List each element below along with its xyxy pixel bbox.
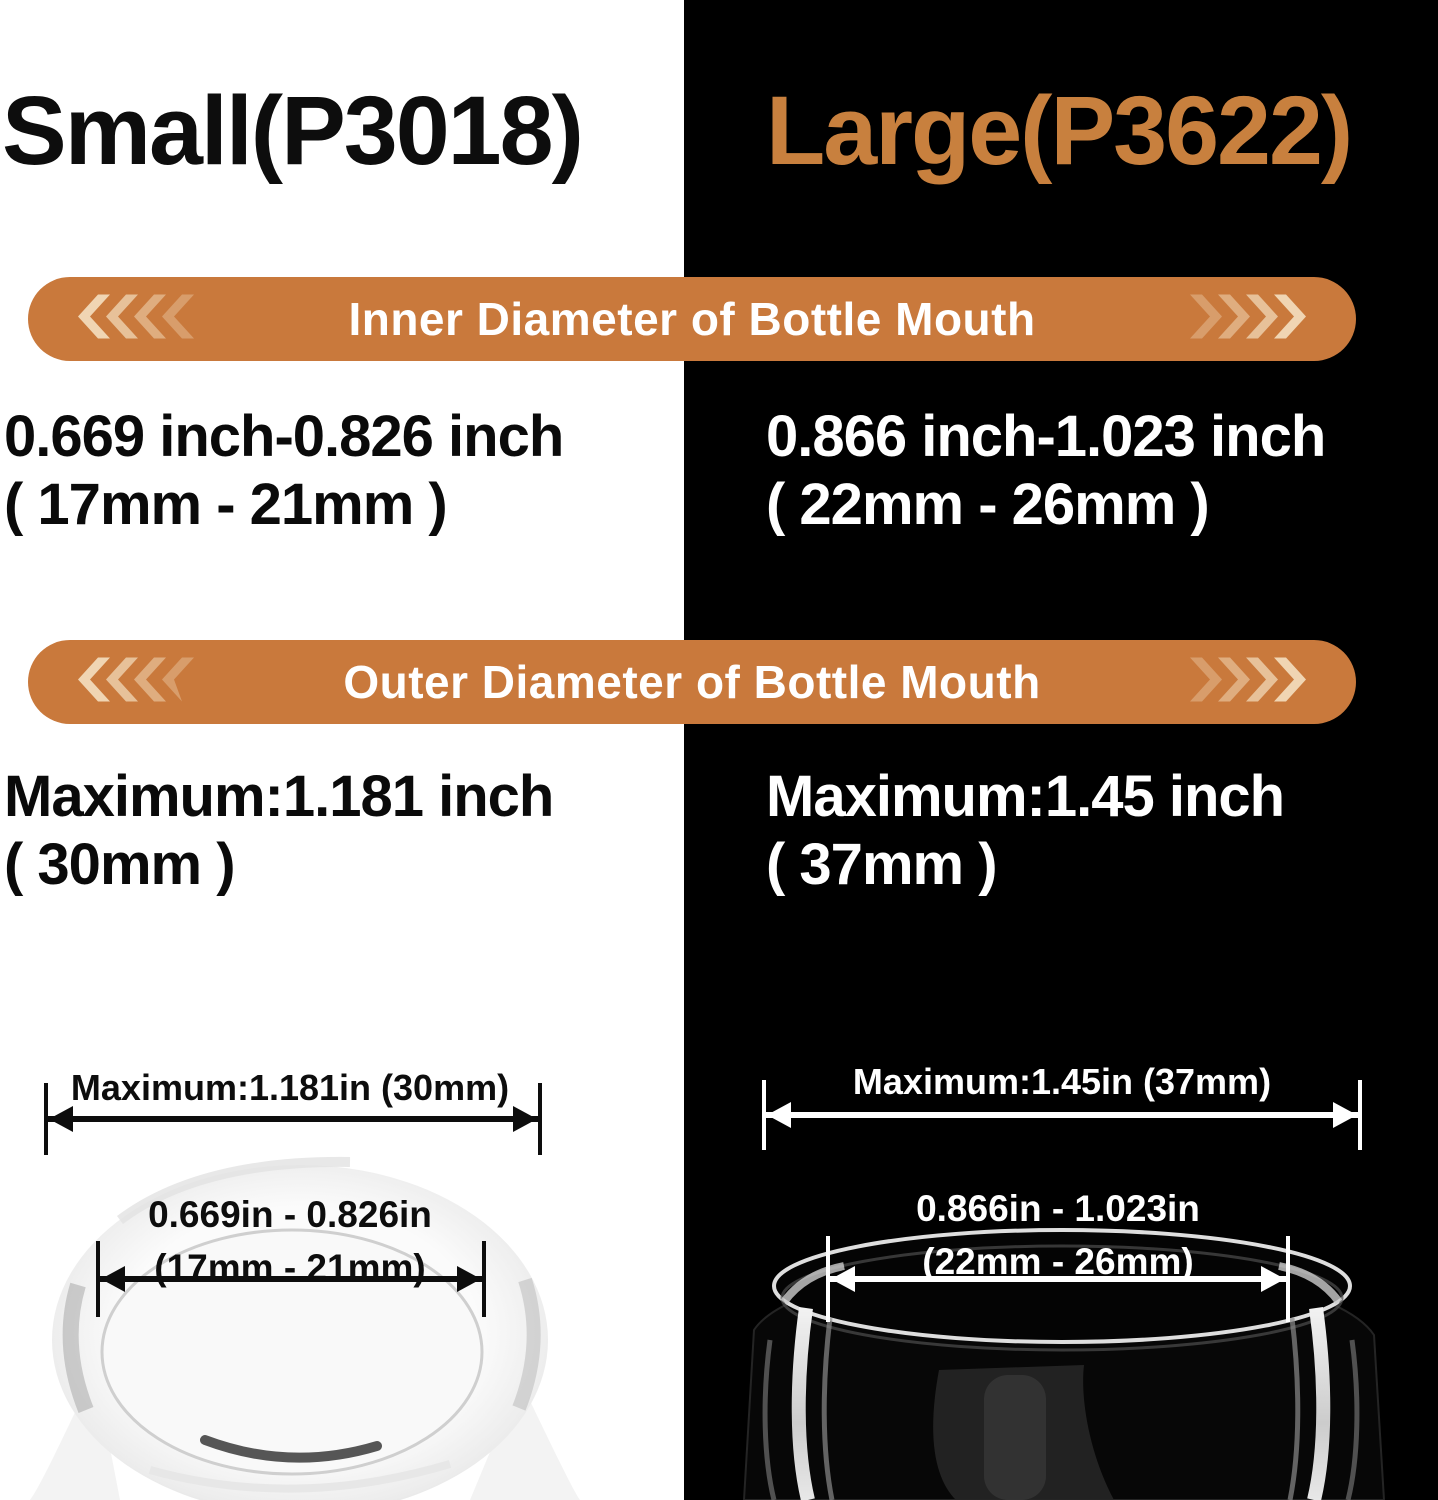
large-inner-measure-label [826,1182,1290,1288]
small-inner-diameter-spec [4,403,563,539]
small-outer-measure-label: Maximum:1.181in (30mm) [70,1067,510,1108]
inner-diameter-banner-label: Inner Diameter of Bottle Mouth [348,293,1036,345]
large-outer-diameter-mm: ( 37mm ) [766,832,997,897]
chevrons-right-icon [1188,656,1308,709]
large-inner-diameter-inches: 0.866 inch-1.023 inch [766,404,1326,469]
large-outer-diameter-spec [766,763,1284,899]
large-inner-diameter-mm: ( 22mm - 26mm ) [766,472,1209,537]
small-title: Small(P3018) [2,76,582,185]
large-inner-diameter-spec [766,403,1325,539]
small-outer-diameter-mm: ( 30mm ) [4,832,235,897]
chevrons-left-icon [76,293,196,346]
outer-diameter-banner [28,640,1356,724]
small-inner-measure-label [60,1188,520,1294]
large-outer-measure-label: Maximum:1.45in (37mm) [852,1061,1272,1102]
inner-diameter-banner [28,277,1356,361]
outer-diameter-banner-label: Outer Diameter of Bottle Mouth [343,656,1041,708]
large-inner-measure-inches: 0.866in - 1.023in [916,1188,1200,1229]
chevrons-right-icon [1188,293,1308,346]
large-inner-measure-mm: (22mm - 26mm) [922,1241,1194,1282]
small-outer-diameter-inches: Maximum:1.181 inch [4,764,554,829]
large-title: Large(P3622) [766,76,1352,185]
small-inner-measure-mm: (17mm - 21mm) [154,1247,426,1288]
small-inner-diameter-mm: ( 17mm - 21mm ) [4,472,447,537]
chevrons-left-icon [76,656,196,709]
small-outer-diameter-spec [4,763,553,899]
small-inner-measure-inches: 0.669in - 0.826in [148,1194,432,1235]
small-inner-diameter-inches: 0.669 inch-0.826 inch [4,404,564,469]
large-outer-diameter-inches: Maximum:1.45 inch [766,764,1285,829]
